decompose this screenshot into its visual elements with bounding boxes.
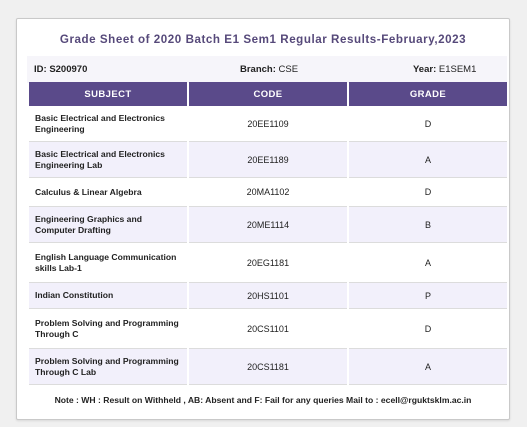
code-cell: 20EE1189 [189, 142, 347, 178]
subject-cell: Engineering Graphics and Computer Drafting [29, 207, 187, 243]
subject-cell: Calculus & Linear Algebra [29, 178, 187, 207]
code-cell: 20CS1101 [189, 309, 347, 349]
id-value: S200970 [49, 64, 88, 75]
table-row [29, 349, 507, 385]
grades-table [27, 82, 509, 385]
grade-sheet-card [16, 18, 510, 420]
table-row [29, 142, 507, 178]
subject-cell: Basic Electrical and Electronics Engineering [29, 106, 187, 142]
subject-cell: Problem Solving and Programming Through C [29, 309, 187, 349]
subject-cell: Problem Solving and Programming Through C Lab [29, 349, 187, 385]
column-header-subject: SUBJECT [29, 82, 187, 106]
student-branch [240, 64, 298, 75]
branch-value: CSE [278, 64, 299, 75]
column-header-grade: GRADE [349, 82, 507, 106]
code-cell: 20CS1181 [189, 349, 347, 385]
year-value: E1SEM1 [438, 64, 477, 75]
table-row [29, 243, 507, 283]
subject-cell: Indian Constitution [29, 283, 187, 309]
grade-cell: A [349, 349, 507, 385]
subject-cell: Basic Electrical and Electronics Engineering Lab [29, 142, 187, 178]
table-row [29, 283, 507, 309]
code-cell: 20EG1181 [189, 243, 347, 283]
code-cell: 20ME1114 [189, 207, 347, 243]
grade-cell: P [349, 283, 507, 309]
grade-cell: A [349, 142, 507, 178]
branch-label: Branch: [240, 64, 276, 75]
column-header-code: CODE [189, 82, 347, 106]
grade-cell: A [349, 243, 507, 283]
year-label: Year: [413, 64, 437, 75]
grade-cell: D [349, 178, 507, 207]
grade-cell: B [349, 207, 507, 243]
table-header-row [29, 82, 507, 106]
grade-cell: D [349, 106, 507, 142]
code-cell: 20EE1109 [189, 106, 347, 142]
grade-cell: D [349, 309, 507, 349]
table-row [29, 178, 507, 207]
student-info-bar [27, 56, 507, 83]
table-row [29, 106, 507, 142]
subject-cell: English Language Communication skills Lab-1 [29, 243, 187, 283]
page-title: Grade Sheet of 2020 Batch E1 Sem1 Regular Results-February,2023 [59, 33, 467, 46]
code-cell: 20MA1102 [189, 178, 347, 207]
table-row [29, 207, 507, 243]
code-cell: 20HS1101 [189, 283, 347, 309]
table-row [29, 309, 507, 349]
id-label: ID: [34, 64, 47, 75]
student-year [413, 64, 476, 75]
footer-note: Note : WH : Result on Withheld , AB: Absent and F: Fail for any queries Mail to : ecell@rguktsklm.ac.in [54, 395, 472, 405]
student-id [34, 64, 87, 75]
